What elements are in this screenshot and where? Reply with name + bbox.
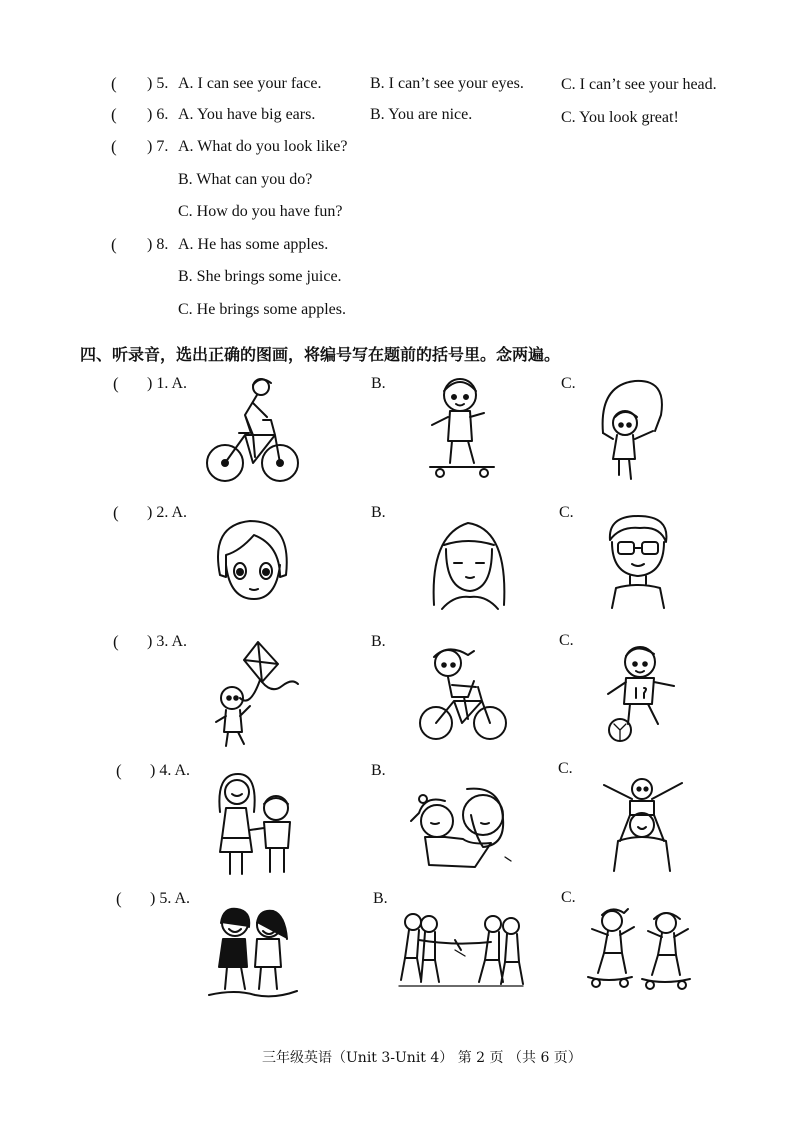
question-number: ) 5.	[147, 75, 169, 92]
option-b-label: B.	[371, 375, 386, 392]
option-b: B. You are nice.	[370, 106, 473, 123]
option-c-label: C.	[561, 889, 576, 906]
boy-playing-football-icon	[600, 640, 680, 744]
long-hair-girl-icon	[428, 515, 510, 610]
option-b: B. What can you do?	[178, 171, 313, 188]
section-heading: 四、听录音，选出正确的图画，将编号写在题前的括号里。念两遍。	[80, 345, 561, 364]
option-c-label: C.	[561, 375, 576, 392]
mother-hugging-girl-icon	[405, 785, 525, 873]
question-label: ) 3. A.	[147, 633, 187, 650]
option-b-label: B.	[371, 633, 386, 650]
question-label: ) 5. A.	[150, 890, 190, 907]
option-b-label: B.	[371, 762, 386, 779]
answer-paren-open: (	[113, 632, 119, 651]
kids-tug-of-war-icon	[395, 910, 530, 990]
question-label: ) 2. A.	[147, 504, 187, 521]
answer-paren-open: (	[111, 235, 117, 254]
option-b-label: B.	[373, 890, 388, 907]
option-c: C. You look great!	[561, 109, 679, 126]
option-a: A. What do you look like?	[178, 138, 348, 155]
boy-skateboarding-icon	[422, 375, 502, 480]
option-c-label: C.	[559, 504, 574, 521]
option-a: A. I can see your face.	[178, 75, 322, 92]
option-c-label: C.	[558, 760, 573, 777]
option-c: C. He brings some apples.	[178, 301, 346, 318]
answer-paren-open: (	[116, 889, 122, 908]
option-b: B. She brings some juice.	[178, 268, 342, 285]
option-a: A. You have big ears.	[178, 106, 316, 123]
question-number: ) 6.	[147, 106, 169, 123]
mother-and-son-icon	[212, 768, 302, 880]
page-footer: 三年级英语（Unit 3-Unit 4） 第 2 页 （共 6 页）	[262, 1050, 582, 1066]
answer-paren-open: (	[116, 761, 122, 780]
girl-jumping-rope-icon	[595, 375, 670, 485]
question-label: ) 1. A.	[147, 375, 187, 392]
answer-paren-open: (	[113, 374, 119, 393]
question-number: ) 7.	[147, 138, 169, 155]
kids-skateboarding-icon	[582, 905, 702, 995]
question-number: ) 8.	[147, 236, 169, 253]
option-c-label: C.	[559, 632, 574, 649]
option-c: C. How do you have fun?	[178, 203, 343, 220]
boy-with-glasses-icon	[600, 512, 675, 610]
option-b: B. I can’t see your eyes.	[370, 75, 524, 92]
answer-paren-open: (	[113, 503, 119, 522]
boy-riding-bike-icon	[418, 645, 508, 743]
father-carrying-boy-icon	[600, 775, 686, 875]
two-friends-laughing-icon	[205, 905, 300, 1000]
option-c: C. I can’t see your head.	[561, 76, 717, 93]
answer-paren-open: (	[111, 74, 117, 93]
boy-flying-kite-icon	[210, 638, 302, 750]
short-hair-girl-icon	[210, 515, 295, 603]
answer-paren-open: (	[111, 137, 117, 156]
girl-riding-bicycle-icon	[205, 375, 300, 485]
option-a: A. He has some apples.	[178, 236, 329, 253]
question-label: ) 4. A.	[150, 762, 190, 779]
answer-paren-open: (	[111, 105, 117, 124]
option-b-label: B.	[371, 504, 386, 521]
